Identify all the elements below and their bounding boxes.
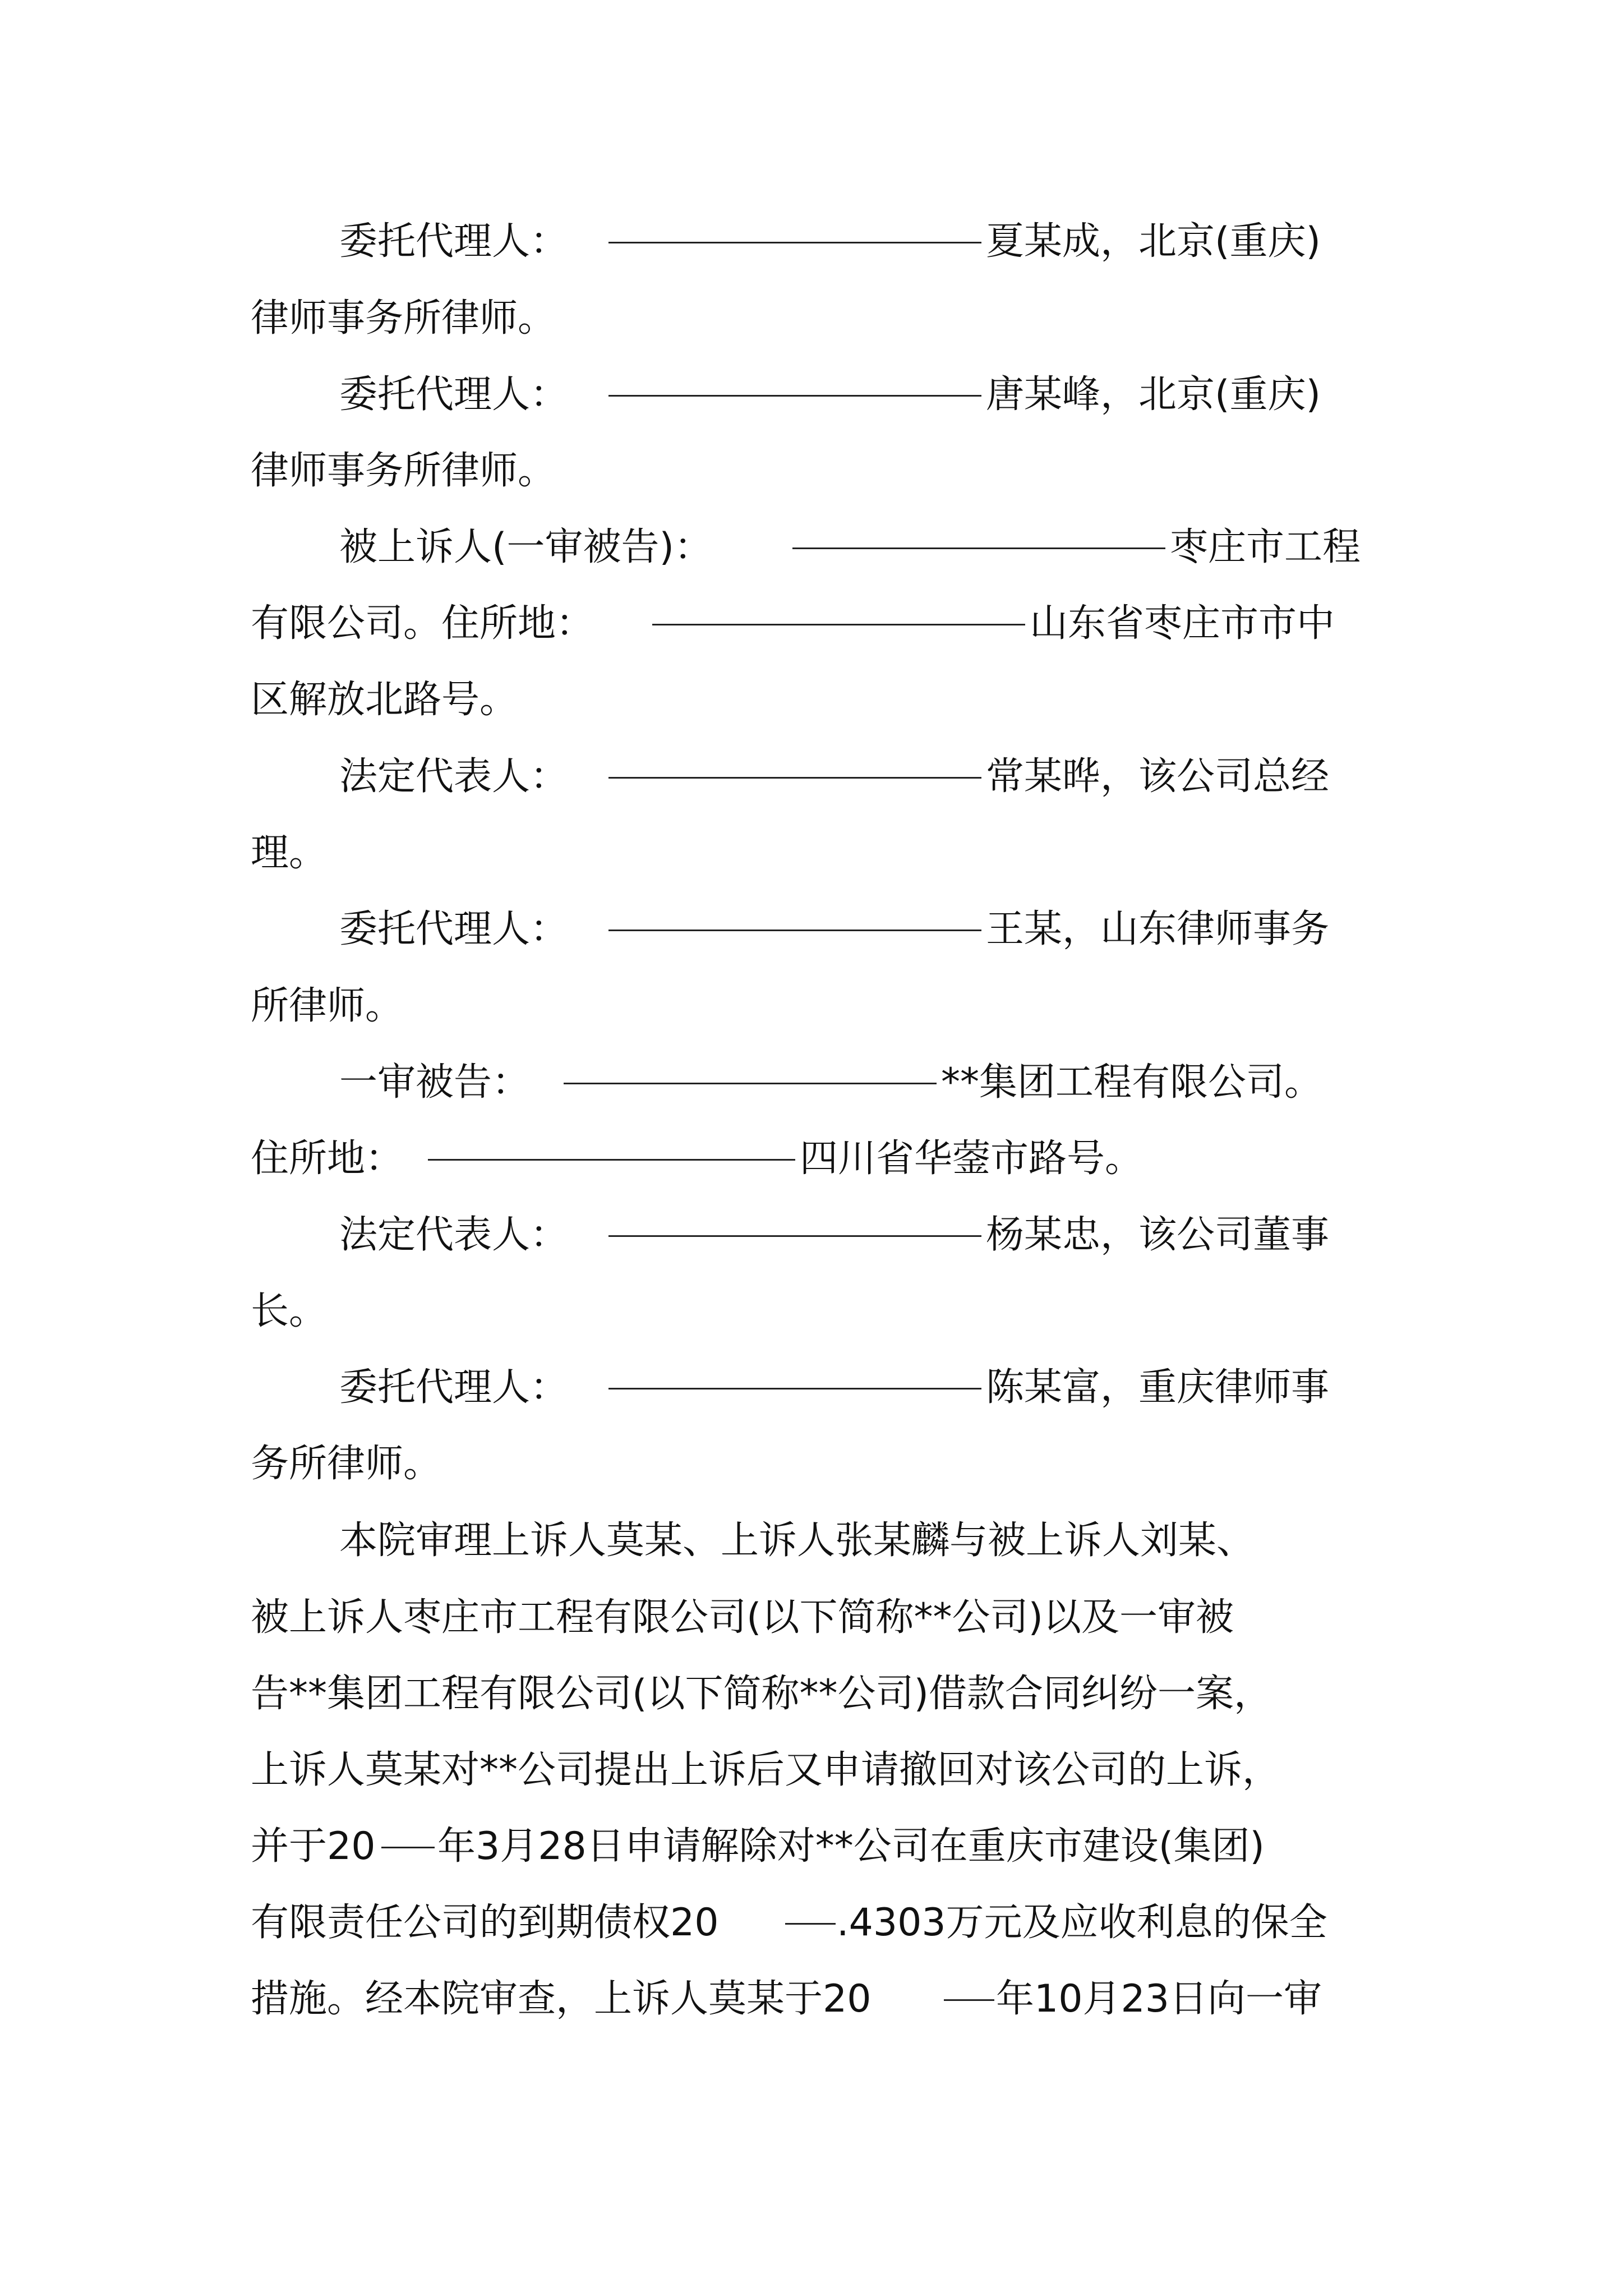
text-segment: 区解放北路号。 <box>251 678 518 722</box>
text-segment: 夏某成，北京(重庆) <box>986 219 1321 264</box>
text-line <box>0 596 1623 652</box>
text-segment: 长。 <box>251 1289 328 1333</box>
text-segment: 被上诉人(一审被告)： <box>339 525 713 569</box>
text-segment: 常某晔，该公司总经 <box>986 754 1330 799</box>
text-segment: 理。 <box>251 831 328 875</box>
text-line <box>0 291 1623 347</box>
fill-in-blank <box>608 242 981 243</box>
text-segment: 杨某忠，该公司董事 <box>986 1213 1330 1257</box>
fill-in-blank <box>564 1083 937 1084</box>
text-segment: 律师事务所律师。 <box>251 296 556 341</box>
text-line <box>0 1436 1623 1492</box>
text-segment: 上诉人莫某对**公司提出上诉后又申请撤回对该公司的上诉， <box>251 1748 1281 1792</box>
fill-in-blank <box>608 777 981 779</box>
text-segment: 有限公司。住所地： <box>251 601 594 646</box>
text-segment: 陈某富，重庆律师事 <box>986 1365 1330 1410</box>
text-segment: 法定代表人： <box>339 1213 569 1257</box>
text-line <box>0 1590 1623 1646</box>
fill-in-blank <box>785 1923 836 1925</box>
text-line <box>0 901 1623 958</box>
text-segment: 并于20 <box>251 1824 376 1869</box>
text-segment: 唐某峰，北京(重庆) <box>986 372 1321 417</box>
text-segment: 被上诉人枣庄市工程有限公司(以下简称**公司)以及一审被 <box>251 1595 1234 1640</box>
text-line <box>0 1131 1623 1187</box>
text-line <box>0 672 1623 728</box>
text-segment: .4303万元及应收利息的保全 <box>837 1901 1327 1945</box>
text-segment: 王某，山东律师事务 <box>986 907 1330 951</box>
text-segment: 委托代理人： <box>339 372 569 417</box>
text-segment: 年10月23日向一审 <box>996 1977 1322 2021</box>
text-segment: 枣庄市工程 <box>1170 525 1361 569</box>
text-segment: 住所地： <box>251 1137 404 1181</box>
fill-in-blank <box>381 1847 435 1848</box>
text-line <box>0 1360 1623 1416</box>
text-line <box>0 825 1623 881</box>
fill-in-blank <box>652 624 1025 625</box>
text-segment: 年3月28日申请解除对**公司在重庆市建设(集团) <box>437 1824 1265 1869</box>
text-line <box>0 1895 1623 1951</box>
fill-in-blank <box>608 1235 981 1237</box>
text-segment: 措施。经本院审查，上诉人莫某于20 <box>251 1977 872 2021</box>
text-line <box>0 367 1623 423</box>
text-line <box>0 1971 1623 2027</box>
text-line <box>0 749 1623 805</box>
text-line <box>0 519 1623 576</box>
text-segment: 委托代理人： <box>339 219 569 264</box>
text-line <box>0 978 1623 1034</box>
text-segment: 一审被告： <box>339 1060 531 1105</box>
fill-in-blank <box>608 395 981 397</box>
text-line <box>0 1207 1623 1263</box>
fill-in-blank <box>792 547 1165 549</box>
text-segment: 委托代理人： <box>339 907 569 951</box>
text-line <box>0 1513 1623 1569</box>
text-segment: 本院审理上诉人莫某、上诉人张某麟与被上诉人刘某、 <box>339 1519 1255 1563</box>
text-segment: 山东省枣庄市市中 <box>1030 601 1335 646</box>
text-segment: 律师事务所律师。 <box>251 449 556 493</box>
text-line <box>0 214 1623 270</box>
fill-in-blank <box>608 1388 981 1389</box>
text-line <box>0 1283 1623 1340</box>
text-line <box>0 1055 1623 1111</box>
text-line <box>0 1742 1623 1798</box>
text-line <box>0 1666 1623 1722</box>
text-line <box>0 443 1623 499</box>
text-segment: 告**集团工程有限公司(以下简称**公司)借款合同纠纷一案， <box>251 1672 1272 1716</box>
text-segment: 四川省华蓥市路号。 <box>800 1137 1144 1181</box>
text-line <box>0 1819 1623 1875</box>
text-segment: 有限责任公司的到期债权20 <box>251 1901 719 1945</box>
text-segment: 务所律师。 <box>251 1442 442 1486</box>
fill-in-blank <box>608 930 981 931</box>
text-segment: 委托代理人： <box>339 1365 569 1410</box>
fill-in-blank <box>428 1159 795 1161</box>
fill-in-blank <box>944 1999 994 2001</box>
text-segment: **集团工程有限公司。 <box>941 1060 1323 1105</box>
text-segment: 所律师。 <box>251 984 404 1028</box>
text-segment: 法定代表人： <box>339 754 569 799</box>
